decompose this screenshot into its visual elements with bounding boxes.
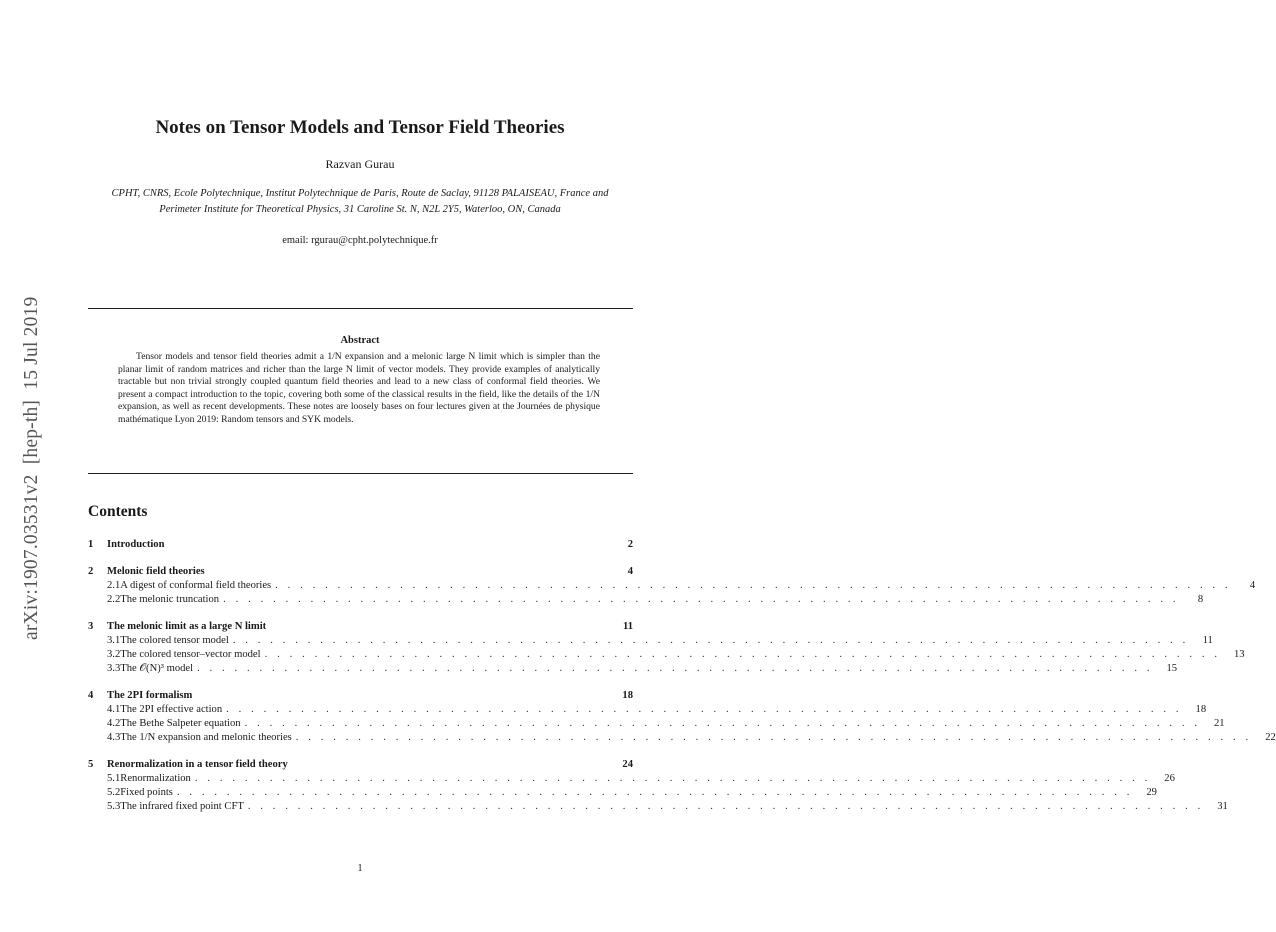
toc-leader-dots: . . . . . . . . . . . . . . . . . . . . . . . . . . . . . . . . . . . . . . . . . . . . . . . . . . . . . . . . . . . . . . . . . . . . . . . . . . . . . bbox=[275, 580, 1232, 591]
toc-leader-dots: . . . . . . . . . . . . . . . . . . . . . . . . . . . . . . . . . . . . . . . . . . . . . . . . . . . . . . . . . . . . . . . . . . . . . . . . . . . . . bbox=[197, 663, 1154, 674]
toc-leader-dots: . . . . . . . . . . . . . . . . . . . . . . . . . . . . . . . . . . . . . . . . . . . . . . . . . . . . . . . . . . . . . . . . . . . . . . . . . . . . . bbox=[176, 787, 1133, 798]
toc-subsection-entry[interactable] bbox=[88, 579, 1256, 593]
toc-section-2 bbox=[88, 564, 1256, 607]
toc-subsection-number: 3.2 bbox=[107, 649, 121, 660]
toc-subsection-entry[interactable] bbox=[88, 634, 1213, 648]
toc-subsection-page: 31 bbox=[1217, 801, 1228, 812]
toc-subsection-number: 5.2 bbox=[107, 787, 121, 798]
toc-subsection-page: 21 bbox=[1214, 718, 1225, 729]
toc-subsection-title: The colored tensor model bbox=[120, 635, 229, 646]
toc-subsection-number: 4.1 bbox=[107, 704, 121, 715]
toc-subsection-entry[interactable] bbox=[88, 662, 1178, 676]
toc-subsection-page: 8 bbox=[1197, 594, 1204, 605]
toc-section-number: 3 bbox=[88, 621, 94, 632]
toc-subsection-number: 5.1 bbox=[107, 773, 121, 784]
toc-leader-dots: . . . . . . . . . . . . . . . . . . . . . . . . . . . . . . . . . . . . . . . . . . . . . . . . . . . . . . . . . . . . . . . . . . . . . . . . . . . . . bbox=[295, 732, 1252, 743]
toc-leader-dots: . . . . . . . . . . . . . . . . . . . . . . . . . . . . . . . . . . . . . . . . . . . . . . . . . . . . . . . . . . . . . . . . . . . . . . . . . . . . . bbox=[226, 704, 1183, 715]
toc-subsection-title: The colored tensor–vector model bbox=[120, 649, 261, 660]
toc-subsection-title: A digest of conformal field theories bbox=[120, 580, 272, 591]
toc-subsection-entry[interactable] bbox=[88, 648, 1245, 662]
toc-section-entry[interactable] bbox=[88, 537, 633, 552]
toc-section-3 bbox=[88, 619, 1245, 676]
toc-subsection-number: 4.3 bbox=[107, 732, 121, 743]
toc-subsection-entry[interactable] bbox=[88, 772, 1175, 786]
toc-subsection-page: 22 bbox=[1265, 732, 1276, 743]
toc-section-entry[interactable] bbox=[88, 619, 633, 634]
contents-heading: Contents bbox=[88, 503, 148, 520]
toc-subsection-number: 3.1 bbox=[107, 635, 121, 646]
toc-section-title: The 2PI formalism bbox=[107, 690, 193, 701]
table-of-contents bbox=[88, 537, 1276, 826]
author-affiliation: CPHT, CNRS, Ecole Polytechnique, Institut Polytechnique de Paris, Route de Saclay, 91128 PALAISEAU, France and Perimeter Institute for Theoretical Physics, 31 Caroline St. N, N2L 2Y5, Waterloo, ON, Canada bbox=[111, 188, 609, 215]
toc-subsection-number: 4.2 bbox=[107, 718, 121, 729]
toc-subsection-page: 11 bbox=[1202, 635, 1213, 646]
toc-leader-dots: . . . . . . . . . . . . . . . . . . . . . . . . . . . . . . . . . . . . . . . . . . . . . . . . . . . . . . . . . . . . . . . . . . . . . . . . . . . . . bbox=[194, 773, 1151, 784]
toc-section-4 bbox=[88, 688, 1276, 745]
toc-leader-dots: . . . . . . . . . . . . . . . . . . . . . . . . . . . . . . . . . . . . . . . . . . . . . . . . . . . . . . . . . . . . . . . . . . . . . . . . . . . . . bbox=[247, 801, 1204, 812]
toc-subsection-title: The 2PI effective action bbox=[120, 704, 223, 715]
toc-leader-dots: . . . . . . . . . . . . . . . . . . . . . . . . . . . . . . . . . . . . . . . . . . . . . . . . . . . . . . . . . . . . . . . . . . . . . . . . . . . . . bbox=[264, 649, 1221, 660]
top-rule bbox=[88, 308, 633, 309]
toc-subsection-title: The melonic truncation bbox=[120, 594, 220, 605]
toc-section-entry[interactable] bbox=[88, 564, 633, 579]
toc-subsection-title: The 𝒪(N)³ model bbox=[120, 663, 194, 674]
toc-section-entry[interactable] bbox=[88, 688, 633, 703]
author-email: email: rgurau@cpht.polytechnique.fr bbox=[282, 235, 438, 246]
toc-section-page: 24 bbox=[622, 759, 633, 770]
abstract-heading: Abstract bbox=[340, 335, 380, 346]
page-number: 1 bbox=[357, 863, 363, 874]
toc-subsection-page: 18 bbox=[1195, 704, 1207, 715]
toc-leader-dots: . . . . . . . . . . . . . . . . . . . . . . . . . . . . . . . . . . . . . . . . . . . . . . . . . . . . . . . . . . . . . . . . . . . . . . . . . . . . . bbox=[244, 718, 1201, 729]
toc-subsection-entry[interactable] bbox=[88, 593, 1204, 607]
toc-subsection-page: 15 bbox=[1166, 663, 1178, 674]
toc-section-page: 18 bbox=[622, 690, 633, 701]
toc-section-number: 1 bbox=[88, 539, 94, 550]
toc-section-page: 2 bbox=[627, 539, 633, 550]
toc-section-page: 11 bbox=[622, 621, 633, 632]
toc-subsection-title: The 1/N expansion and melonic theories bbox=[120, 732, 292, 743]
toc-section-entry[interactable] bbox=[88, 757, 633, 772]
toc-section-page: 4 bbox=[627, 566, 633, 577]
toc-subsection-page: 4 bbox=[1249, 580, 1256, 591]
toc-leader-dots: . . . . . . . . . . . . . . . . . . . . . . . . . . . . . . . . . . . . . . . . . . . . . . . . . . . . . . . . . . . . . . . . . . . . . . . . . . . . . bbox=[223, 594, 1180, 605]
toc-subsection-number: 2.1 bbox=[107, 580, 121, 591]
toc-section-title: The melonic limit as a large N limit bbox=[107, 621, 267, 632]
toc-section-number: 5 bbox=[88, 759, 94, 770]
paper-title: Notes on Tensor Models and Tensor Field Theories bbox=[155, 117, 565, 138]
toc-subsection-number: 5.3 bbox=[107, 801, 121, 812]
toc-subsection-entry[interactable] bbox=[88, 731, 1276, 745]
toc-subsection-page: 26 bbox=[1164, 773, 1175, 784]
toc-section-title: Melonic field theories bbox=[107, 566, 205, 577]
toc-section-title: Renormalization in a tensor field theory bbox=[107, 759, 288, 770]
toc-subsection-title: The infrared fixed point CFT bbox=[120, 801, 244, 812]
arxiv-stamp: arXiv:1907.03531v2 [hep-th] 15 Jul 2019 bbox=[21, 296, 42, 640]
toc-subsection-entry[interactable] bbox=[88, 786, 1157, 800]
toc-section-number: 2 bbox=[88, 566, 94, 577]
toc-subsection-entry[interactable] bbox=[88, 717, 1225, 731]
toc-subsection-number: 2.2 bbox=[107, 594, 121, 605]
toc-subsection-title: Renormalization bbox=[120, 773, 191, 784]
toc-subsection-title: Fixed points bbox=[120, 787, 173, 798]
abstract-body: Tensor models and tensor field theories admit a 1/N expansion and a melonic large N limit which is simpler than the planar limit of random matrices and richer than the large N limit of vector models. They provide examples of analytically tractable but non trivial strongly coupled quantum field theories and lead to a new class of conformal field theories. We present a compact introduction to the topic, covering both some of the classical results in the field, like the details of the 1/N expansion, as well as recent developments. These notes are loosely bases on four lectures given at the Journées de physique mathématique Lyon 2019: Random tensors and SYK models. bbox=[118, 351, 600, 425]
toc-subsection-entry[interactable] bbox=[88, 800, 1228, 814]
toc-subsection-page: 29 bbox=[1146, 787, 1157, 798]
toc-leader-dots: . . . . . . . . . . . . . . . . . . . . . . . . . . . . . . . . . . . . . . . . . . . . . . . . . . . . . . . . . . . . . . . . . . . . . . . . . . . . . bbox=[232, 635, 1189, 646]
bottom-rule bbox=[88, 473, 633, 474]
toc-subsection-entry[interactable] bbox=[88, 703, 1207, 717]
toc-subsection-page: 13 bbox=[1234, 649, 1245, 660]
toc-section-5 bbox=[88, 757, 1228, 814]
author-name: Razvan Gurau bbox=[325, 157, 395, 171]
toc-subsection-title: The Bethe Salpeter equation bbox=[120, 718, 241, 729]
toc-section-1 bbox=[88, 537, 633, 552]
toc-subsection-number: 3.3 bbox=[107, 663, 121, 674]
toc-section-number: 4 bbox=[88, 690, 94, 701]
toc-section-title: Introduction bbox=[107, 539, 165, 550]
